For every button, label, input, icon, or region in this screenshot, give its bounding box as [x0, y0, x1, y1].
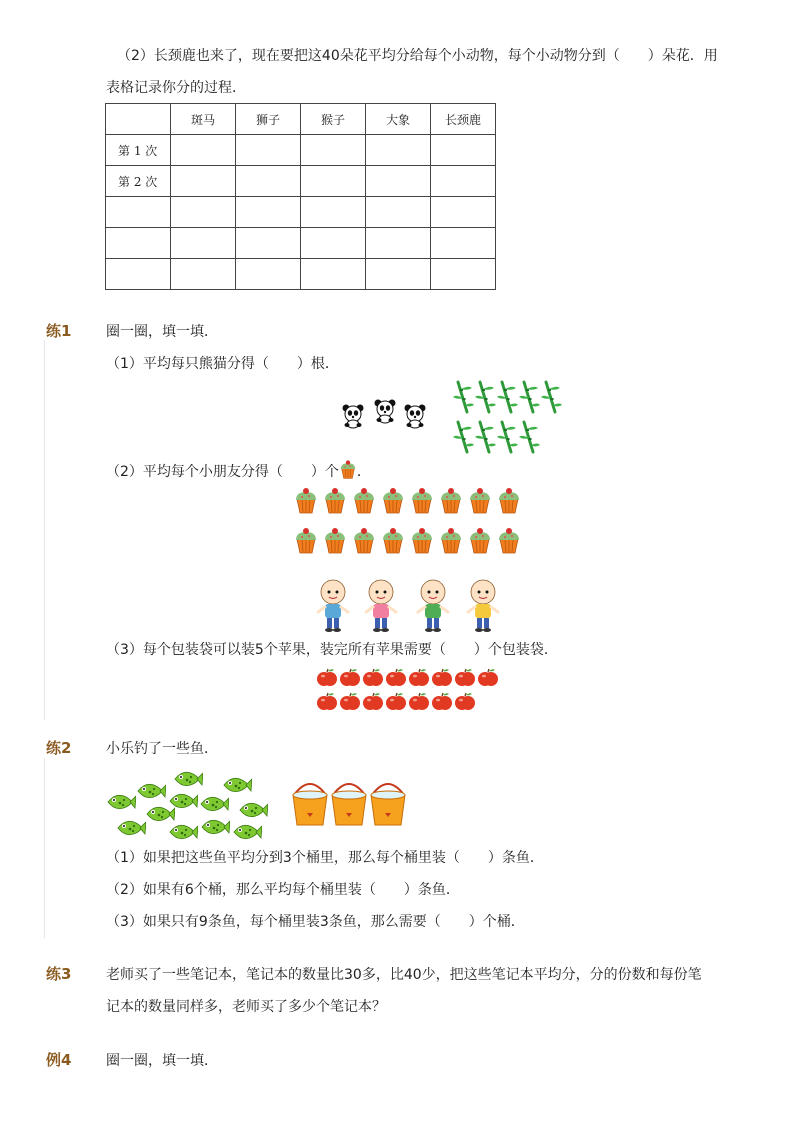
table-row-label: 第 2 次 [106, 166, 171, 197]
cupcake-icon [339, 459, 357, 479]
bamboo-icon [496, 380, 518, 414]
bamboo-icon [452, 420, 474, 454]
bamboo-icon [496, 420, 518, 454]
child-icon [362, 576, 400, 634]
apple-icon [362, 668, 384, 688]
table-cell[interactable] [301, 228, 366, 259]
table-cell[interactable] [301, 135, 366, 166]
table-cell[interactable] [366, 228, 431, 259]
cupcake-icon [439, 526, 463, 554]
table-cell[interactable] [171, 228, 236, 259]
apple-icon [316, 692, 338, 712]
apple-icon [339, 692, 361, 712]
table-cell[interactable] [171, 197, 236, 228]
table-header-cell: 大象 [366, 104, 431, 135]
table-row [106, 135, 496, 166]
apple-icon [431, 668, 453, 688]
cupcake-icon [352, 526, 376, 554]
fish-icon [200, 816, 230, 838]
section-divider [44, 340, 45, 720]
question-2-text-line1: （2）长颈鹿也来了，现在要把这40朵花平均分给每个小动物，每个小动物分到（ ）朵花．用 [117, 48, 718, 64]
exercise-3-label: 练3 [46, 965, 72, 983]
exercise-3-text-line1: 老师买了一些笔记本，笔记本的数量比30多，比40少，把这些笔记本平均分，分的份数和每份笔 [106, 967, 702, 983]
exercise-3-text-line2: 记本的数量同样多，老师买了多少个笔记本？ [106, 999, 386, 1015]
apple-icon [385, 692, 407, 712]
exercise-2-question-1: （1）如果把这些鱼平均分到3个桶里，那么每个桶里装（ ）条鱼． [106, 850, 544, 866]
table-row-label [106, 228, 171, 259]
table-header-cell: 长颈鹿 [431, 104, 496, 135]
table-cell[interactable] [171, 135, 236, 166]
fish-icon [173, 768, 203, 790]
child-icon [414, 576, 452, 634]
table-cell[interactable] [236, 197, 301, 228]
bamboo-icon [540, 380, 562, 414]
exercise-2-label: 练2 [46, 739, 72, 757]
table-cell[interactable] [236, 166, 301, 197]
cupcake-icon [410, 526, 434, 554]
exercise-2-question-2: （2）如果有6个桶，那么平均每个桶里装（ ）条鱼． [106, 882, 460, 898]
bamboo-icon [518, 380, 540, 414]
table-row [106, 197, 496, 228]
apple-icon [431, 692, 453, 712]
bucket-icon [329, 777, 369, 829]
cupcake-icon [381, 486, 405, 514]
table-row-label: 第 1 次 [106, 135, 171, 166]
table-cell[interactable] [366, 166, 431, 197]
panda-icon [402, 403, 428, 429]
bamboo-icon [518, 420, 540, 454]
child-icon [314, 576, 352, 634]
table-cell[interactable] [366, 259, 431, 290]
apple-icon [362, 692, 384, 712]
cupcake-icon [323, 486, 347, 514]
fish-icon [232, 821, 262, 843]
table-cell[interactable] [301, 197, 366, 228]
cupcake-icon [294, 526, 318, 554]
cupcake-icon [323, 526, 347, 554]
apple-icon [385, 668, 407, 688]
cupcake-icon [468, 486, 492, 514]
cupcake-icon [294, 486, 318, 514]
exercise-1-question-2 [106, 459, 371, 482]
table-row-label [106, 197, 171, 228]
table-header-cell: 狮子 [236, 104, 301, 135]
apple-icon [454, 668, 476, 688]
fish-icon [238, 799, 268, 821]
cupcake-icon [497, 526, 521, 554]
table-header-row [106, 104, 496, 135]
exercise-2-question-3: （3）如果只有9条鱼，每个桶里装3条鱼，那么需要（ ）个桶． [106, 914, 525, 930]
table-cell[interactable] [431, 228, 496, 259]
table-cell[interactable] [236, 259, 301, 290]
table-cell[interactable] [431, 135, 496, 166]
table-header-cell [106, 104, 171, 135]
section-divider [44, 758, 45, 938]
cupcake-icon [497, 486, 521, 514]
apple-icon [408, 692, 430, 712]
distribution-table [105, 103, 496, 290]
exercise-1-question-1: （1）平均每只熊猫分得（ ）根． [106, 356, 339, 372]
table-cell[interactable] [431, 197, 496, 228]
table-cell[interactable] [236, 228, 301, 259]
table-row [106, 259, 496, 290]
table-cell[interactable] [171, 259, 236, 290]
cupcake-icon [381, 526, 405, 554]
exercise-1-question-2-text: （2）平均每个小朋友分得（ ）个 [106, 464, 339, 480]
apple-icon [408, 668, 430, 688]
cupcake-icon [410, 486, 434, 514]
apple-icon [316, 668, 338, 688]
fish-icon [116, 817, 146, 839]
apple-icon [454, 692, 476, 712]
fish-icon [136, 780, 166, 802]
table-cell[interactable] [431, 166, 496, 197]
fish-icon [106, 791, 136, 813]
table-row [106, 228, 496, 259]
bamboo-icon [452, 380, 474, 414]
table-cell[interactable] [171, 166, 236, 197]
exercise-1-label: 练1 [46, 322, 72, 340]
fish-icon [168, 821, 198, 843]
example-4-label: 例4 [46, 1051, 72, 1069]
cupcake-icon [439, 486, 463, 514]
apple-icon [339, 668, 361, 688]
table-cell[interactable] [431, 259, 496, 290]
apple-icon [477, 668, 499, 688]
question-2-text-line2: 表格记录你分的过程． [106, 80, 246, 96]
panda-icon [372, 398, 398, 424]
exercise-1-question-3: （3）每个包装袋可以装5个苹果，装完所有苹果需要（ ）个包装袋． [106, 642, 558, 658]
child-icon [464, 576, 502, 634]
exercise-2-title: 小乐钓了一些鱼． [106, 741, 218, 757]
table-cell[interactable] [301, 259, 366, 290]
table-row-label [106, 259, 171, 290]
table-cell[interactable] [236, 135, 301, 166]
table-cell[interactable] [366, 135, 431, 166]
table-cell[interactable] [301, 166, 366, 197]
cupcake-icon [352, 486, 376, 514]
exercise-1-question-2-end: ． [356, 464, 371, 480]
bamboo-icon [474, 420, 496, 454]
bucket-icon [290, 777, 330, 829]
table-cell[interactable] [366, 197, 431, 228]
bamboo-icon [474, 380, 496, 414]
cupcake-icon [468, 526, 492, 554]
table-header-cell: 猴子 [301, 104, 366, 135]
panda-icon [340, 403, 366, 429]
exercise-1-title: 圈一圈，填一填． [106, 324, 218, 340]
table-row [106, 166, 496, 197]
example-4-title: 圈一圈，填一填． [106, 1053, 218, 1069]
table-header-cell: 斑马 [171, 104, 236, 135]
bucket-icon [368, 777, 408, 829]
fish-icon [199, 793, 229, 815]
